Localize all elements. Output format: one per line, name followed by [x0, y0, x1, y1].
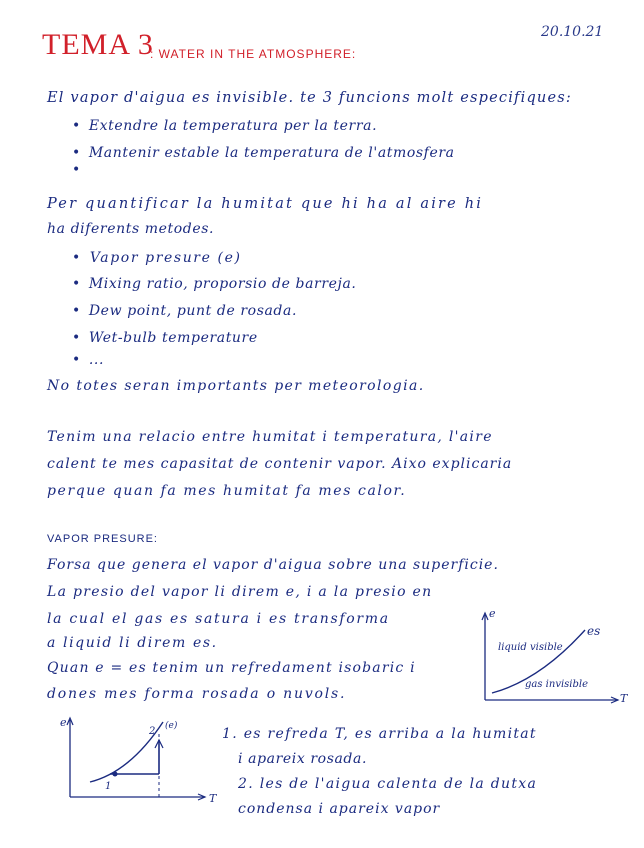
point-2-label: 2 — [149, 726, 156, 737]
x-axis-label: T — [620, 692, 628, 705]
intro-line: El vapor d'aigua es invisible. te 3 funcions molt especifiques: — [47, 90, 572, 106]
point-1-label: 1 — [105, 781, 112, 792]
quantify-bullet-4: • Wet-bulb temperature — [72, 330, 258, 346]
point-2-note: (e) — [165, 721, 178, 731]
step-2-line-2: condensa i apareix vapor — [238, 801, 441, 817]
quantify-line-2: ha diferents metodes. — [47, 221, 215, 237]
quantify-closing: No totes seran importants per meteorologia. — [47, 378, 425, 394]
quantify-bullet-2: • Mixing ratio, proporsio de barreja. — [72, 276, 356, 292]
quantify-bullet-3: • Dew point, punt de rosada. — [72, 303, 297, 319]
y-axis-label: e — [489, 607, 496, 620]
cooling-path-graph — [55, 712, 225, 812]
vapor-line-4: a liquid li direm es. — [47, 635, 218, 651]
step-1-line-1: 1. es refreda T, es arriba a la humitat — [222, 726, 537, 742]
relation-line-1: Tenim una relacio entre humitat i temperatura, l'aire — [47, 429, 493, 445]
step-1-line-2: i apareix rosada. — [238, 751, 367, 767]
point-1-marker — [113, 772, 118, 777]
quantify-line-1: Per quantificar la humitat que hi ha al aire hi — [47, 196, 484, 212]
relation-line-2: calent te mes capasitat de contenir vapor. Aixo explicaria — [47, 456, 513, 472]
vapor-line-5: Quan e = es tenim un refredament isobaric i — [47, 660, 416, 676]
intro-bullet-2: • Mantenir estable la temperatura de l'atmosfera — [72, 145, 455, 161]
vapor-line-2: La presio del vapor li direm e, i a la presio en — [47, 584, 433, 600]
section-heading: VAPOR PRESURE: — [47, 533, 158, 545]
saturation-curve-graph — [470, 605, 630, 710]
page-title: TEMA 3 — [42, 28, 154, 61]
quantify-bullet-5: • ... — [72, 352, 104, 368]
curve-label: es — [587, 624, 601, 638]
region-lower-label: gas invisible — [525, 679, 589, 690]
vapor-line-3: la cual el gas es satura i es transforma — [47, 611, 390, 627]
vapor-line-6: dones mes forma rosada o nuvols. — [47, 686, 347, 702]
intro-bullet-3 — [72, 162, 89, 178]
relation-line-3: perque quan fa mes humitat fa mes calor. — [47, 483, 407, 499]
x-axis-label: T — [209, 792, 217, 805]
step-2-line-1: 2. les de l'aigua calenta de la dutxa — [238, 776, 538, 792]
date-label: 20.10.21 — [541, 24, 604, 40]
vapor-line-1: Forsa que genera el vapor d'aigua sobre una superficie. — [47, 557, 499, 573]
intro-bullet-1: • Extendre la temperatura per la terra. — [72, 118, 377, 134]
page-subtitle: : WATER IN THE ATMOSPHERE: — [150, 47, 357, 61]
y-axis-label: e — [60, 716, 67, 729]
quantify-bullet-1: • Vapor presure (e) — [72, 250, 242, 266]
region-upper-label: liquid visible — [498, 642, 563, 653]
